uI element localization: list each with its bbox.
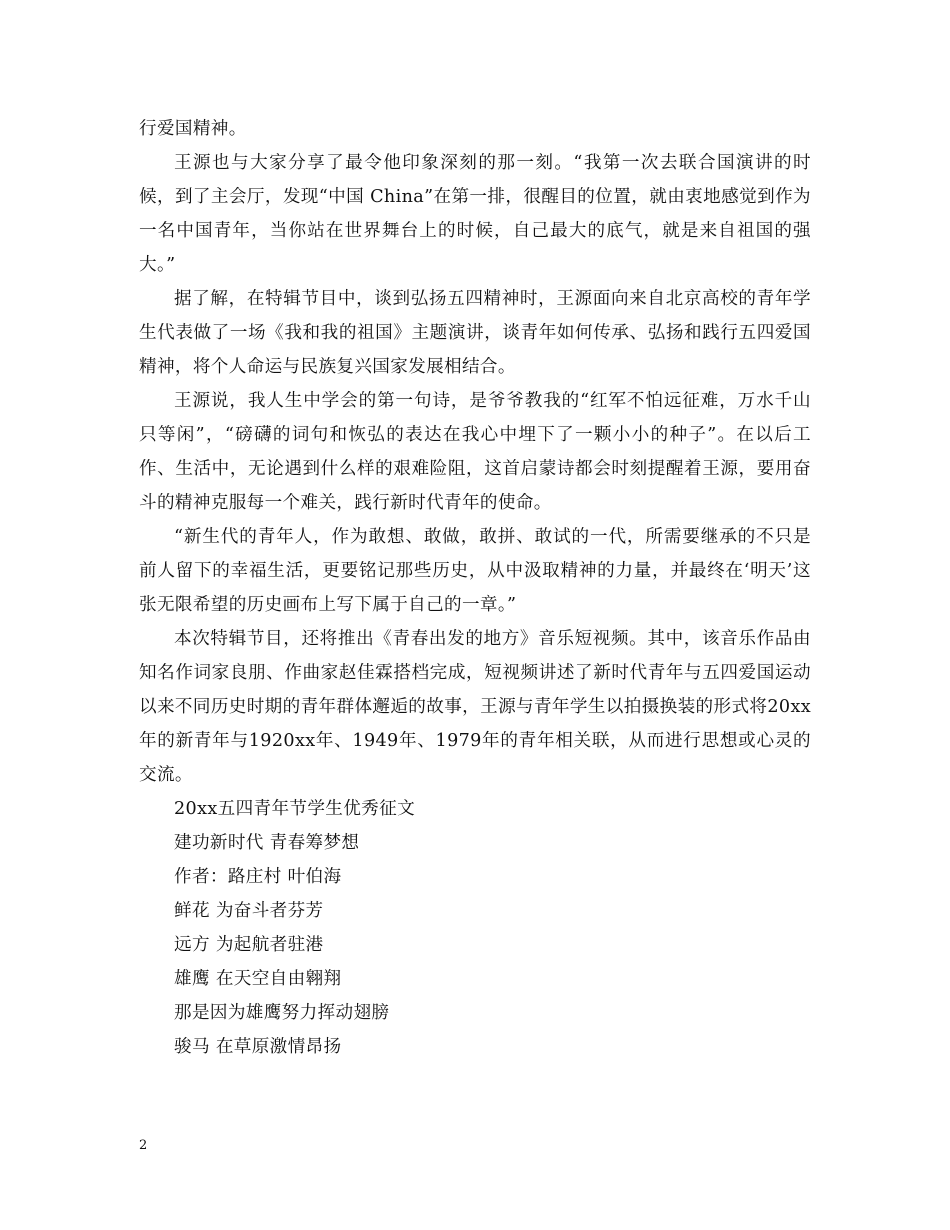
essay-author: 作者：路庄村 叶伯海 (174, 867, 342, 887)
poem-line: 雄鹰 在天空自由翱翔 (174, 969, 342, 989)
paragraph-music-video: 本次特辑节目，还将推出《青春出发的地方》音乐短视频。其中，该音乐作品由知名作词家良朋、作曲家赵佳霖搭档完成，短视频讲述了新时代青年与五四爱国运动以来不同历史时期的青年群体邂逅的故事，王源与青年学生以拍摄换装的形式将20xx年的新青年与1920xx年、1949年、1979年的青年相关联，从而进行思想或心灵的交流。 (139, 629, 811, 785)
poem-line: 远方 为起航者驻港 (174, 935, 324, 955)
poem-line: 骏马 在草原激情昂扬 (174, 1037, 342, 1057)
poem-line: 那是因为雄鹰努力挥动翅膀 (174, 1003, 390, 1023)
document-body (139, 112, 811, 1064)
essay-heading: 20xx五四青年节学生优秀征文 (174, 799, 416, 819)
poem-line: 鲜花 为奋斗者芬芳 (174, 901, 324, 921)
paragraph-may-fourth-speech: 据了解，在特辑节目中，谈到弘扬五四精神时，王源面向来自北京高校的青年学生代表做了一场《我和我的祖国》主题演讲，谈青年如何传承、弘扬和践行五四爱国精神，将个人命运与民族复兴国家发展相结合。 (139, 289, 811, 377)
paragraph-un-speech: 王源也与大家分享了最令他印象深刻的那一刻。“我第一次去联合国演讲的时候，到了主会厅，发现“中国 China”在第一排，很醒目的位置，就由衷地感觉到作为一名中国青年，当你站在世界舞台上的时候，自己最大的底气，就是来自祖国的强大。” (139, 153, 811, 275)
page-number: 2 (139, 1138, 148, 1153)
paragraph-continuation: 行爱国精神。 (139, 119, 247, 139)
essay-title: 建功新时代 青春筹梦想 (174, 833, 360, 853)
paragraph-first-poem: 王源说，我人生中学会的第一句诗，是爷爷教我的“红军不怕远征难，万水千山只等闲”，“磅礴的词句和恢弘的表达在我心中埋下了一颗小小的种子”。在以后工作、生活中，无论遇到什么样的艰难险阻，这首启蒙诗都会时刻提醒着王源，要用奋斗的精神克服每一个难关，践行新时代青年的使命。 (139, 391, 811, 513)
paragraph-quote-new-generation: “新生代的青年人，作为敢想、敢做，敢拼、敢试的一代，所需要继承的不只是前人留下的幸福生活，更要铭记那些历史，从中汲取精神的力量，并最终在‘明天’这张无限希望的历史画布上写下属于自己的一章。” (139, 527, 811, 615)
